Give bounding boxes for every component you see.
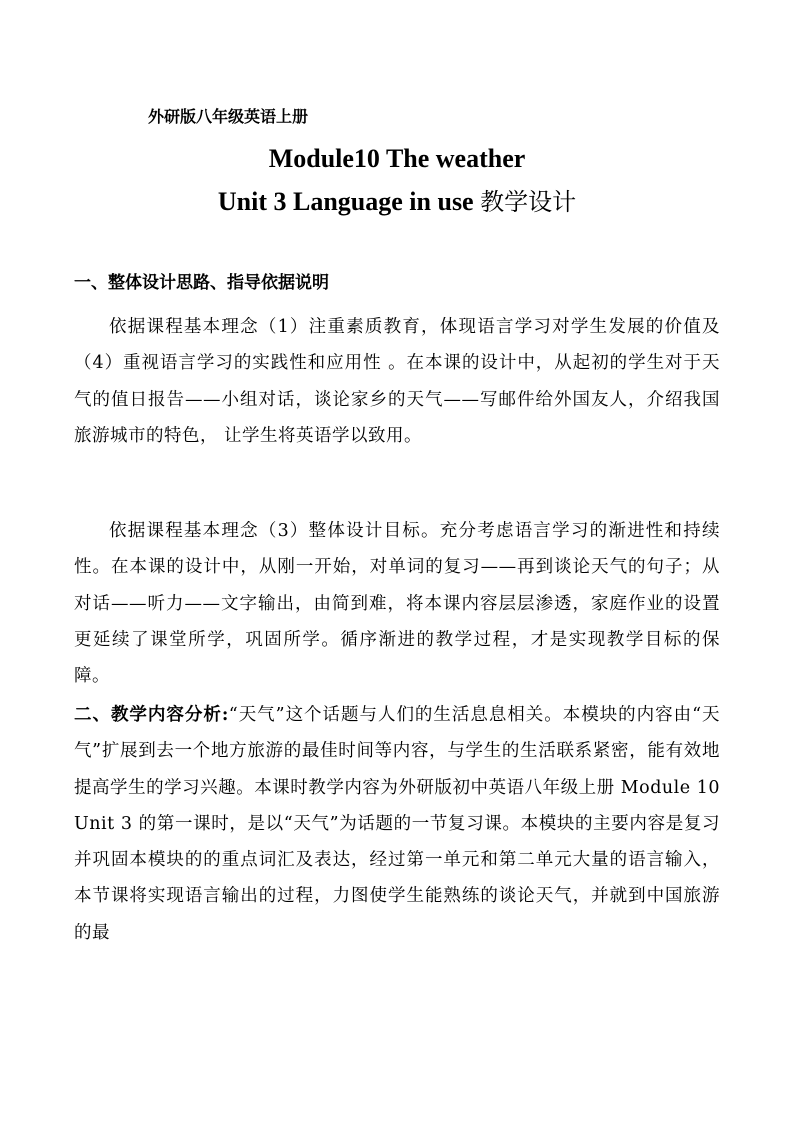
section-heading-design: 一、整体设计思路、指导依据说明 — [74, 273, 329, 293]
unit-title-chinese: 教学设计 — [480, 188, 577, 216]
paragraph-principle-1: 依据课程基本理念（1）注重素质教育，体现语言学习对学生发展的价值及（4）重视语言学习的实践性和应用性 。在本课的设计中，从起初的学生对于天气的值日报告——小组对话，谈论家乡的天气——写邮件给外国友人，介绍我国旅游城市的特色， 让学生将英语学以致用。 — [74, 317, 720, 446]
module-title: Module10 The weather — [268, 144, 526, 173]
textbook-label: 外研版八年级英语上册 — [148, 107, 309, 126]
unit-title — [0, 186, 794, 218]
section-heading-content-analysis: 二、教学内容分析: — [74, 705, 229, 725]
unit-title-english: Unit 3 Language in use — [217, 187, 481, 216]
content-analysis-text: “天气”这个话题与人们的生活息息相关。本模块的内容由“天气”扩展到去一个地方旅游的最佳时间等内容，与学生的生活联系紧密，能有效地提高学生的学习兴趣。本课时教学内容为外研版初中英语八年级上册 Module 10 Unit 3 的第一课时，是以“天气”为话题的一节复习课。本模块的主要内容是复习并巩固本模块的的重点词汇及表达，经过第一单元和第二单元大量的语言输入，本节课将实现语言输出的过程，力图使学生能熟练的谈论天气，并就到中国旅游的最 — [74, 705, 720, 943]
paragraph-principle-2: 依据课程基本理念（3）整体设计目标。充分考虑语言学习的渐进性和持续性。在本课的设计中，从刚一开始，对单词的复习——再到谈论天气的句子；从对话——听力——文字输出，由简到难，将本课内容层层渗透，家庭作业的设置更延续了课堂所学，巩固所学。循序渐进的教学过程，才是实现教学目标的保障。 — [74, 521, 720, 687]
paragraph-content-analysis — [74, 697, 720, 951]
